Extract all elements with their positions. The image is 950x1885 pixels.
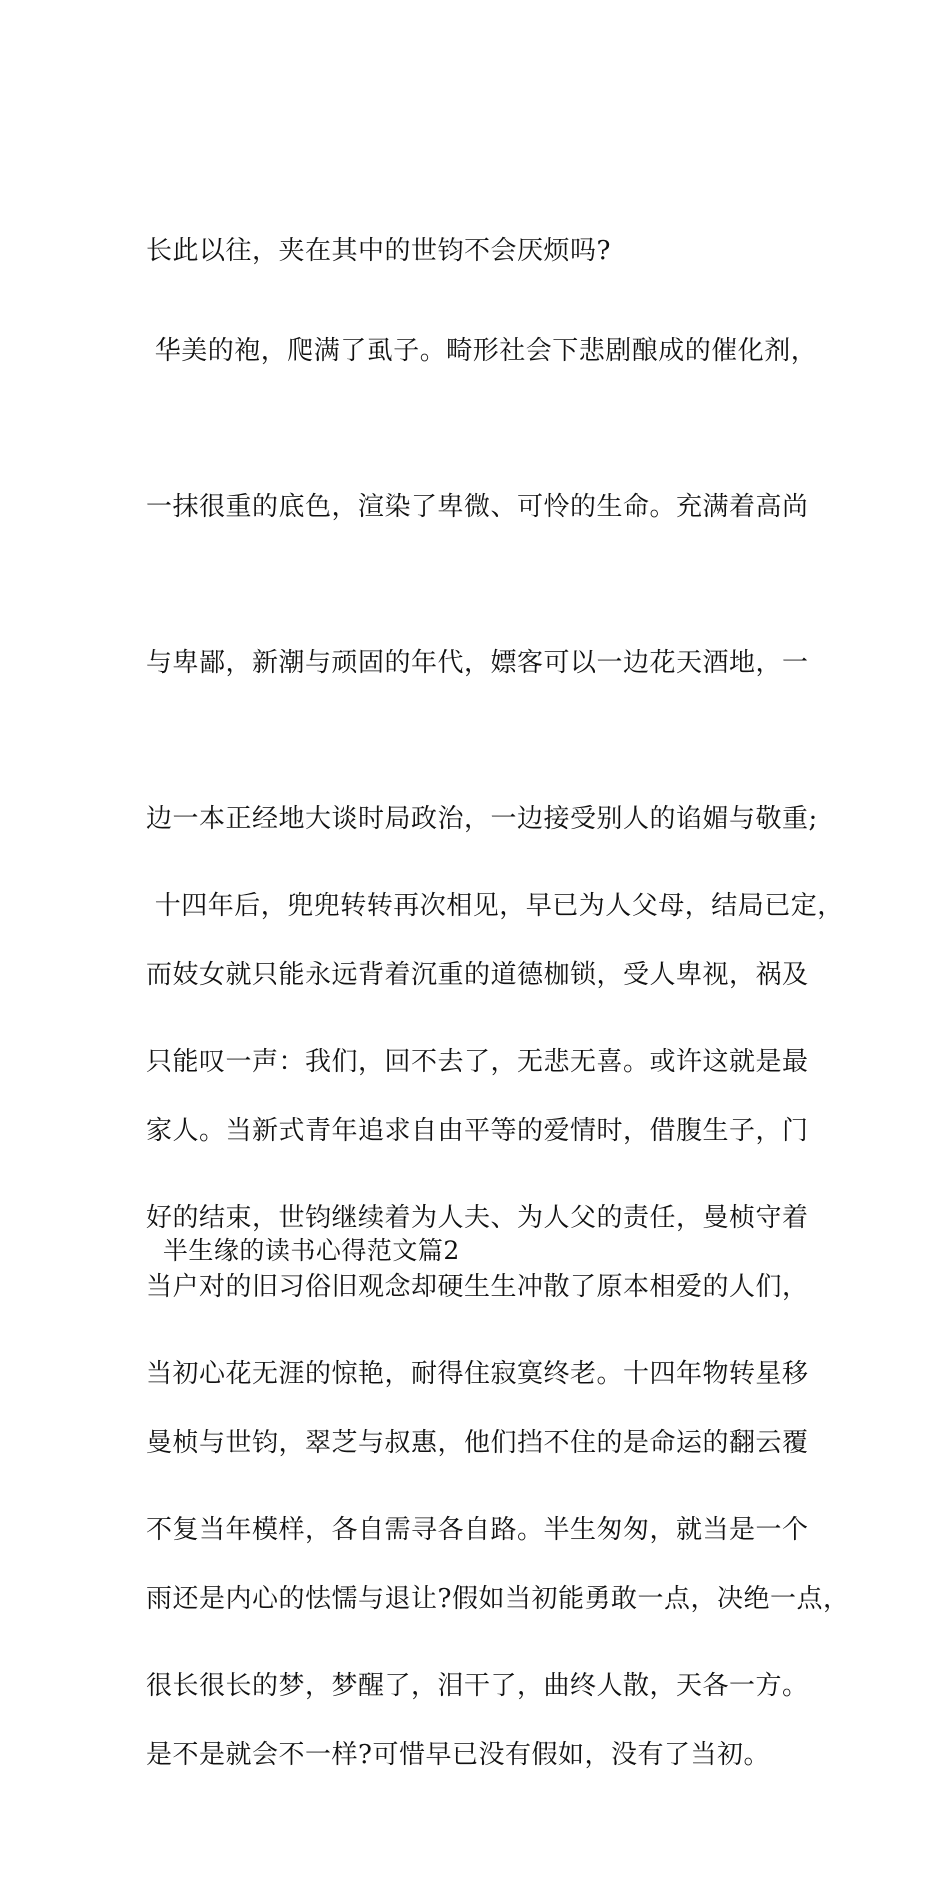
paragraph-line: 好的结束，世钧继续着为人夫、为人父的责任，曼桢守着 — [146, 1203, 809, 1233]
paragraph-line: 当初心花无涯的惊艳，耐得住寂寞终老。十四年物转星移 — [146, 1359, 809, 1389]
paragraph-line: 一抹很重的底色，渲染了卑微、可怜的生命。充满着高尚 — [146, 492, 809, 522]
paragraph-line: 只能叹一声：我们，回不去了，无悲无喜。或许这就是最 — [146, 1047, 809, 1077]
section-heading-line: 半生缘的读书心得范文篇2 — [146, 1236, 460, 1265]
paragraph-line: 家人。当新式青年追求自由平等的爱情时，借腹生子，门 — [146, 1116, 809, 1146]
paragraph-line: 十四年后，兜兜转转再次相见，早已为人父母，结局已定， — [146, 891, 844, 921]
section-heading — [0, 1121, 950, 1381]
paragraph-line: 雨还是内心的怯懦与退让?假如当初能勇敢一点，决绝一点， — [146, 1584, 850, 1614]
paragraph-line: 当户对的旧习俗旧观念却硬生生冲散了原本相爱的人们， — [146, 1272, 809, 1302]
paragraph-line: 不复当年模样，各自需寻各自路。半生匆匆，就当是一个 — [146, 1515, 809, 1545]
paragraph-line: 边一本正经地大谈时局政治，一边接受别人的谄媚与敬重; — [146, 804, 818, 834]
paragraph-line: 很长很长的梦，梦醒了，泪干了，曲终人散，天各一方。 — [146, 1671, 809, 1701]
paragraph-line: 华美的袍，爬满了虱子。畸形社会下悲剧酿成的催化剂， — [146, 336, 818, 366]
paragraph-line: 长此以往，夹在其中的世钧不会厌烦吗? — [146, 236, 611, 266]
paragraph-line: 与卑鄙，新潮与顽固的年代，嫖客可以一边花天酒地，一 — [146, 648, 809, 678]
paragraph-line: 曼桢与世钧，翠芝与叔惠，他们挡不住的是命运的翻云覆 — [146, 1428, 809, 1458]
paragraph-line: 是不是就会不一样?可惜早已没有假如，没有了当初。 — [146, 1740, 770, 1770]
paragraph-line: 而妓女就只能永远背着沉重的道德枷锁，受人卑视，祸及 — [146, 960, 809, 990]
